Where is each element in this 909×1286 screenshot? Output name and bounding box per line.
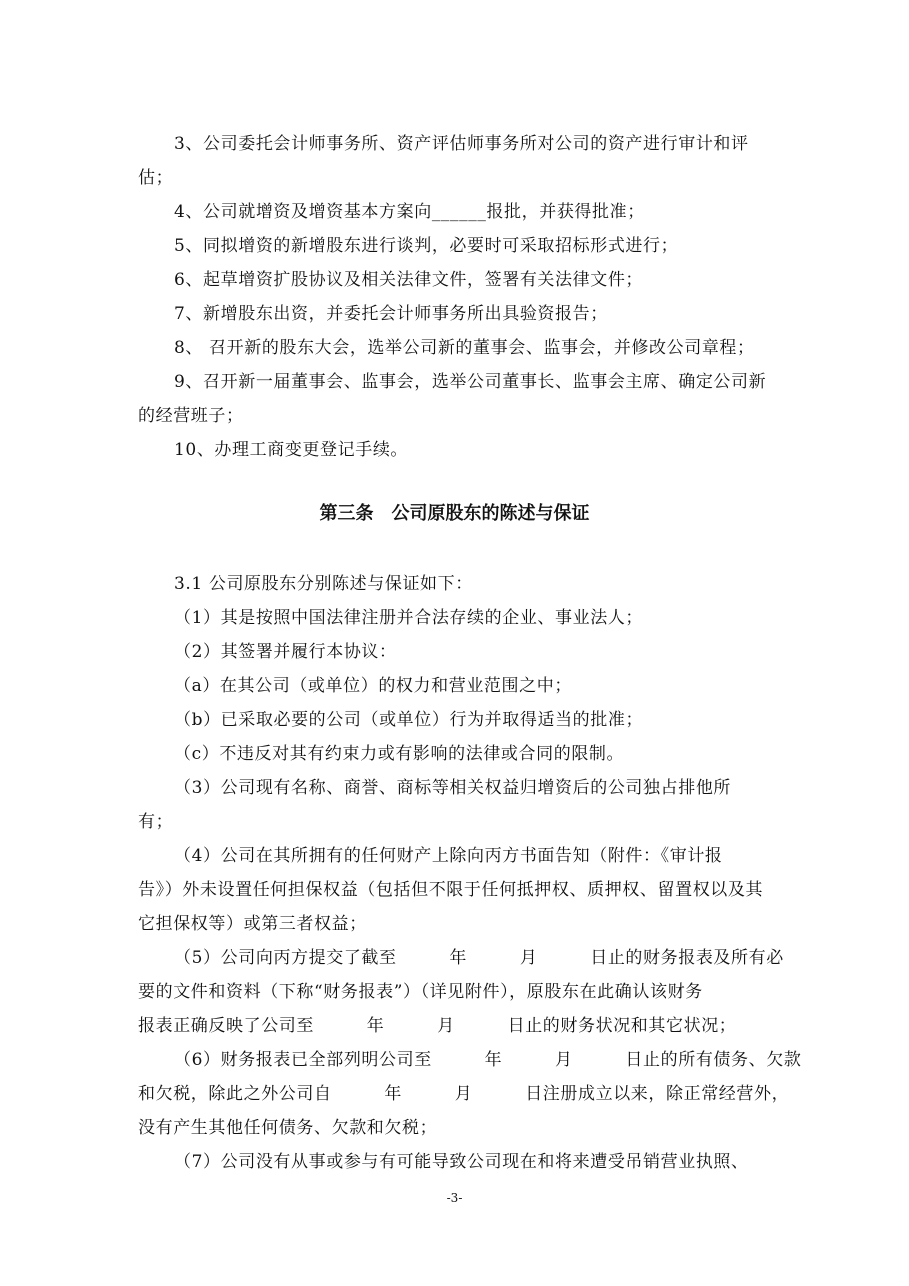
paragraph-item-6: 6、起草增资扩股协议及相关法律文件，签署有关法律文件；	[174, 270, 644, 290]
clause-item-1: （1）其是按照中国法律注册并合法存续的企业、事业法人；	[174, 608, 644, 628]
clause-item-b: （b）已采取必要的公司（或单位）行为并取得适当的批准；	[174, 710, 644, 730]
paragraph-item-3-cont: 估；	[138, 168, 174, 188]
clause-item-3: （3）公司现有名称、商誉、商标等相关权益归增资后的公司独占排他所	[174, 778, 732, 798]
page-number: -3-	[446, 1191, 463, 1205]
clause-item-2: （2）其签署并履行本协议：	[174, 642, 397, 662]
paragraph-item-8: 8、 召开新的股东大会，选举公司新的董事会、监事会，并修改公司章程；	[174, 338, 755, 358]
paragraph-item-4: 4、公司就增资及增资基本方案向______报批，并获得批准；	[174, 202, 645, 222]
clause-item-6-cont-1: 和欠税，除此之外公司自 年 月 日注册成立以来，除正常经营外，	[138, 1084, 790, 1104]
clause-item-4: （4）公司在其所拥有的任何财产上除向丙方书面告知（附件：《审计报	[174, 846, 723, 866]
paragraph-item-9: 9、召开新一届董事会、监事会，选举公司董事长、监事会主席、确定公司新	[174, 372, 767, 392]
clause-item-3-cont: 有；	[138, 812, 174, 832]
clause-item-6-cont-2: 没有产生其他任何债务、欠款和欠税；	[138, 1118, 438, 1138]
clause-item-7: （7）公司没有从事或参与有可能导致公司现在和将来遭受吊销营业执照、	[174, 1152, 749, 1172]
clause-item-a: （a）在其公司（或单位）的权力和营业范围之中；	[174, 676, 572, 696]
paragraph-item-9-cont: 的经营班子；	[138, 406, 244, 426]
clause-item-5-cont-2: 报表正确反映了公司至 年 月 日止的财务状况和其它状况；	[138, 1016, 737, 1036]
clause-3-1: 3.1 公司原股东分别陈述与保证如下：	[174, 574, 473, 594]
clause-item-5-cont-1: 要的文件和资料（下称“财务报表”）（详见附件），原股东在此确认该财务	[138, 982, 703, 1002]
clause-item-5: （5）公司向丙方提交了截至 年 月 日止的财务报表及所有必	[174, 948, 784, 968]
paragraph-item-7: 7、新增股东出资，并委托会计师事务所出具验资报告；	[174, 304, 608, 324]
paragraph-item-3: 3、公司委托会计师事务所、资产评估师事务所对公司的资产进行审计和评	[174, 134, 749, 154]
clause-item-c: （c）不违反对其有约束力或有影响的法律或合同的限制。	[174, 744, 625, 764]
paragraph-item-10: 10、办理工商变更登记手续。	[174, 440, 409, 460]
paragraph-item-5: 5、同拟增资的新增股东进行谈判，必要时可采取招标形式进行；	[174, 236, 679, 256]
clause-item-4-cont-2: 它担保权等）或第三者权益；	[138, 914, 367, 934]
clause-item-4-cont-1: 告》）外未设置任何担保权益（包括但不限于任何抵押权、质押权、留置权以及其	[138, 880, 764, 900]
clause-item-6: （6）财务报表已全部列明公司至 年 月 日止的所有债务、欠款	[174, 1050, 802, 1070]
section-heading: 第三条 公司原股东的陈述与保证	[319, 503, 590, 524]
